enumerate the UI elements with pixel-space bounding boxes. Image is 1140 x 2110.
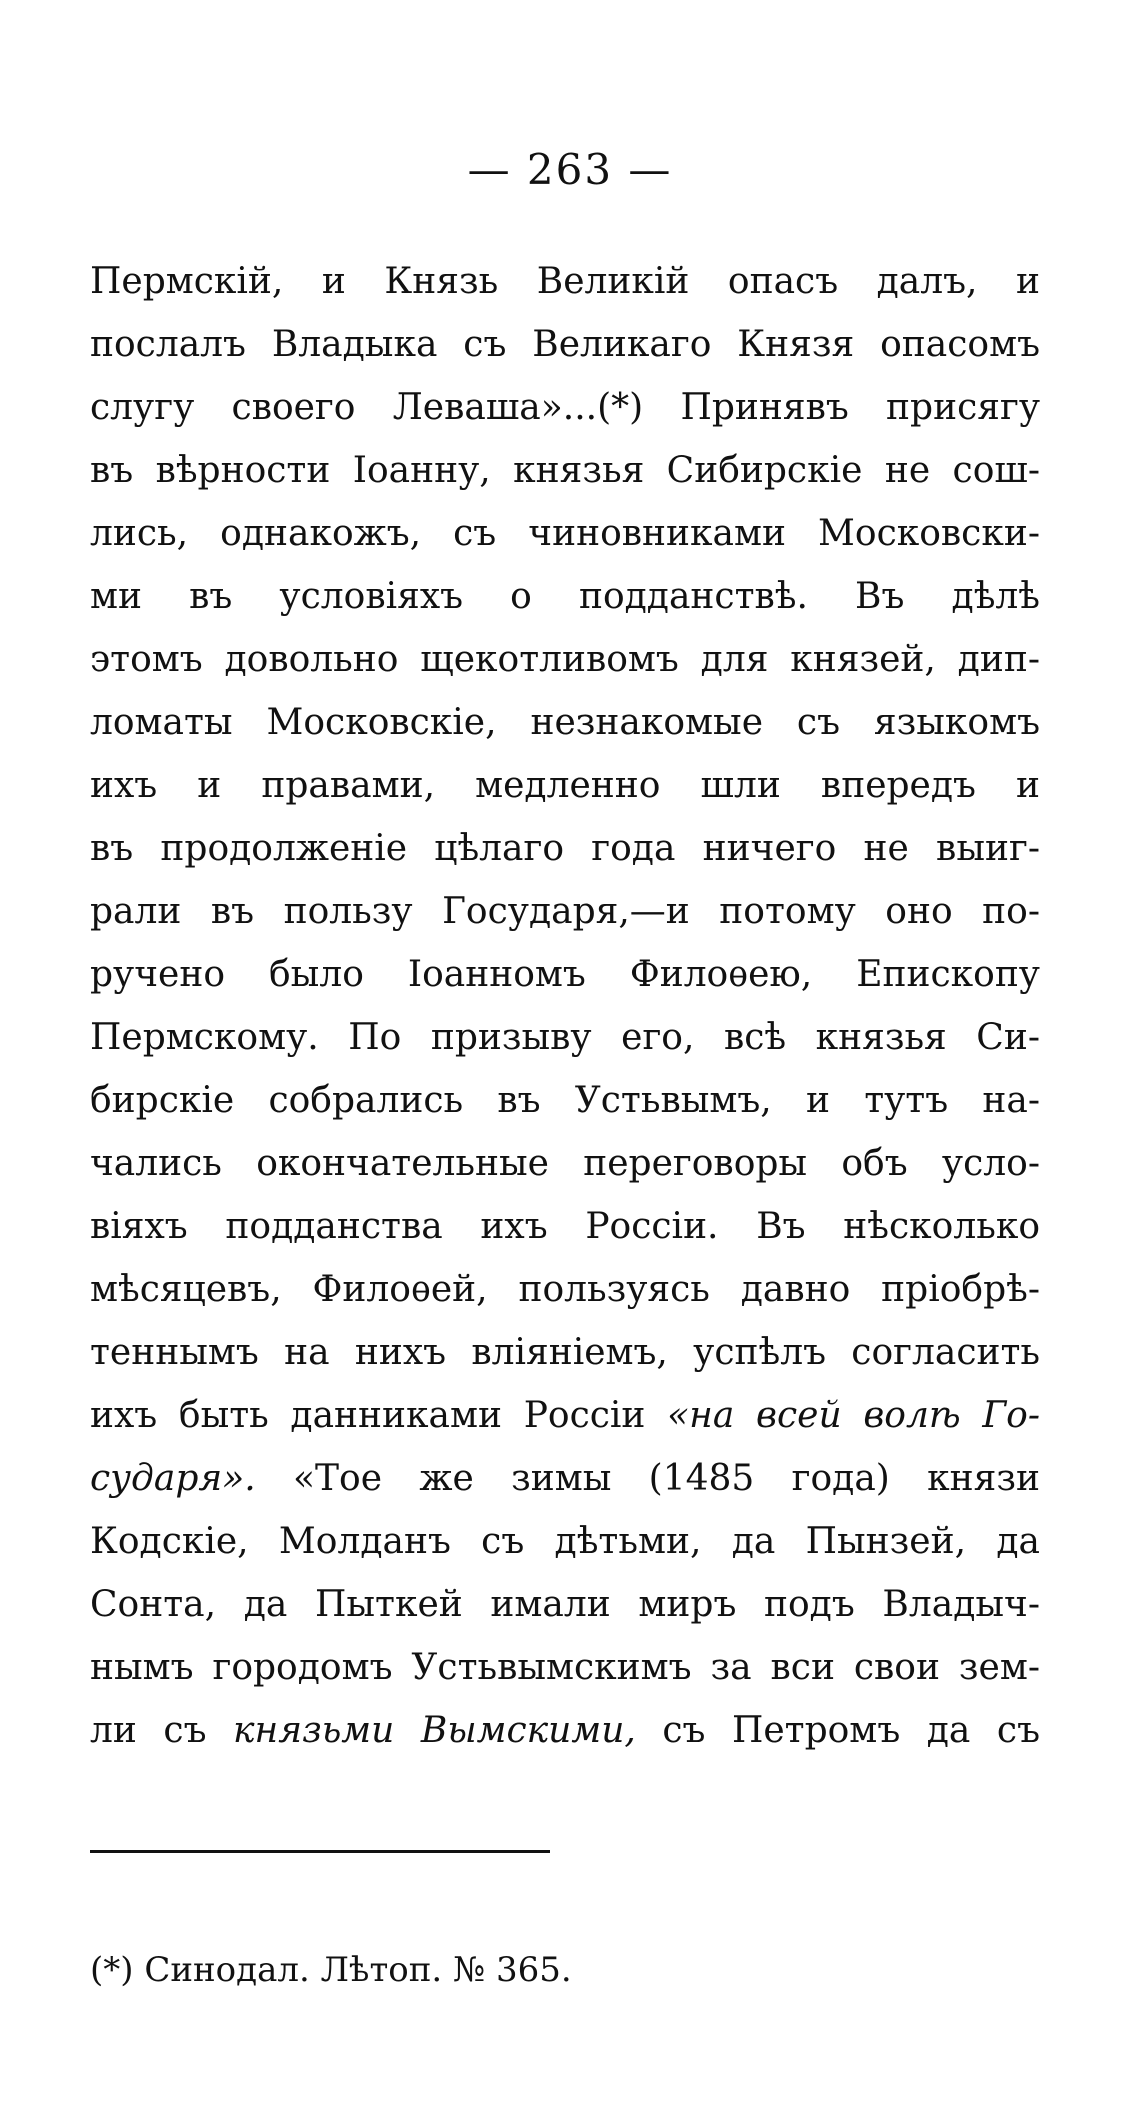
text-line: слугу своего Леваша»...(*) Принявъ присягу — [90, 387, 1040, 428]
text-line: этомъ довольно щекотливомъ для князей, дип- — [90, 639, 1040, 680]
page-number: — 263 — — [467, 145, 673, 194]
text-run: «Тое же зимы (1485 года) князи — [255, 1458, 1040, 1499]
text-line: Пермскій, и Князь Великій опасъ далъ, и — [90, 261, 1040, 302]
footnote-divider — [90, 1850, 550, 1853]
body-text — [90, 250, 1040, 1762]
text-line: въ вѣрности Іоанну, князья Сибирскіе не сош- — [90, 450, 1040, 491]
italic-quote: «на всей волѣ Го- — [667, 1395, 1040, 1436]
text-line: бирскіе собрались въ Устьвымъ, и тутъ на- — [90, 1080, 1040, 1121]
text-line: Пермскому. По призыву его, всѣ князья Си- — [90, 1017, 1040, 1058]
text-line: послалъ Владыка съ Великаго Князя опасомъ — [90, 324, 1040, 365]
text-line: ми въ условіяхъ о подданствѣ. Въ дѣлѣ — [90, 576, 1040, 617]
text-line: мѣсяцевъ, Филоѳей, пользуясь давно пріобрѣ- — [90, 1269, 1040, 1310]
text-line: чались окончательные переговоры объ усло- — [90, 1143, 1040, 1184]
footnote: (*) Синодал. Лѣтоп. № 365. — [90, 1950, 572, 1990]
text-line: ломаты Московскіе, незнакомые съ языкомъ — [90, 702, 1040, 743]
text-line — [90, 1699, 1040, 1762]
text-line: лись, однакожъ, съ чиновниками Московски- — [90, 513, 1040, 554]
text-run: ихъ быть данниками Россіи — [90, 1395, 668, 1436]
text-line: нымъ городомъ Устьвымскимъ за вси свои зем- — [90, 1647, 1040, 1688]
text-line — [90, 1384, 1040, 1447]
text-run: ли съ — [90, 1710, 234, 1751]
text-line — [90, 1447, 1040, 1510]
text-line: ручено было Іоанномъ Филоѳею, Епископу — [90, 954, 1040, 995]
text-line: Кодскіе, Молданъ съ дѣтьми, да Пынзей, да — [90, 1521, 1040, 1562]
text-line: ихъ и правами, медленно шли впередъ и — [90, 765, 1040, 806]
text-line: теннымъ на нихъ вліяніемъ, успѣлъ согласить — [90, 1332, 1040, 1373]
text-run: съ Петромъ да съ — [635, 1710, 1040, 1751]
text-line: віяхъ подданства ихъ Россіи. Въ нѣсколько — [90, 1206, 1040, 1247]
text-line: рали въ пользу Государя,—и потому оно по- — [90, 891, 1040, 932]
italic-phrase: князьми Вымскими, — [233, 1710, 636, 1751]
text-line: Сонта, да Пыткей имали миръ подъ Владыч- — [90, 1584, 1040, 1625]
italic-quote: сударя». — [90, 1458, 256, 1499]
text-line: въ продолженіе цѣлаго года ничего не выиг- — [90, 828, 1040, 869]
